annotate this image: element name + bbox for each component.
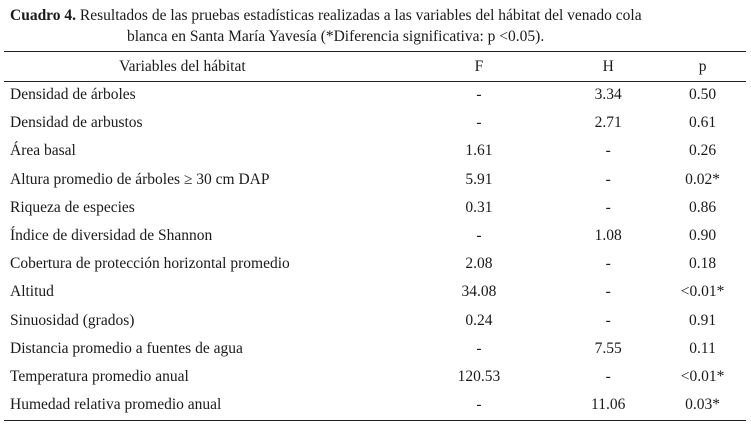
header-variable: Variables del hábitat bbox=[119, 57, 246, 75]
caption-text-1: Resultados de las pruebas estadísticas realizadas a las variables del hábitat del venado cola bbox=[76, 7, 642, 24]
table-row bbox=[4, 81, 746, 109]
cell-h: - bbox=[605, 255, 611, 273]
cell-variable: Distancia promedio a fuentes de agua bbox=[10, 339, 243, 357]
cell-p: 0.18 bbox=[689, 255, 717, 273]
header-f: F bbox=[474, 57, 484, 75]
cell-f: - bbox=[476, 339, 482, 357]
cell-h: 2.71 bbox=[594, 114, 622, 132]
header-h: H bbox=[602, 57, 614, 75]
table-bottom-rule bbox=[4, 420, 746, 421]
cell-p: 0.50 bbox=[689, 86, 717, 104]
caption-label: Cuadro 4. bbox=[10, 7, 77, 24]
table-row bbox=[4, 307, 746, 335]
cell-variable: Sinuosidad (grados) bbox=[10, 311, 135, 329]
cell-variable: Riqueza de especies bbox=[10, 198, 135, 216]
cell-p: 0.61 bbox=[689, 114, 717, 132]
cell-h: 1.08 bbox=[594, 227, 622, 245]
cell-h: - bbox=[605, 142, 611, 160]
table-caption bbox=[10, 5, 740, 47]
table-row bbox=[4, 222, 746, 250]
caption-line-2: blanca en Santa María Yavesía (*Diferencia significativa: p <0.05). bbox=[127, 28, 545, 45]
table-row bbox=[4, 391, 746, 419]
table-row bbox=[4, 194, 746, 222]
cell-p: 0.86 bbox=[689, 198, 717, 216]
cell-p: 0.90 bbox=[689, 227, 717, 245]
cell-f: - bbox=[476, 86, 482, 104]
cell-p: <0.01* bbox=[680, 283, 725, 301]
cell-f: - bbox=[476, 396, 482, 414]
cell-h: - bbox=[605, 367, 611, 385]
cell-f: 1.61 bbox=[465, 142, 493, 160]
cell-f: - bbox=[476, 227, 482, 245]
cell-f: - bbox=[476, 114, 482, 132]
table-row bbox=[4, 335, 746, 363]
table-row bbox=[4, 250, 746, 278]
cell-variable: Área basal bbox=[10, 142, 76, 160]
cell-variable: Altitud bbox=[10, 283, 54, 301]
cell-h: - bbox=[605, 283, 611, 301]
cell-variable: Temperatura promedio anual bbox=[10, 367, 189, 385]
cell-f: 2.08 bbox=[465, 255, 493, 273]
cell-variable: Densidad de árboles bbox=[10, 86, 136, 104]
cell-p: 0.11 bbox=[689, 339, 716, 357]
cell-p: 0.03* bbox=[685, 396, 720, 414]
header-row bbox=[4, 52, 746, 81]
cell-f: 34.08 bbox=[461, 283, 497, 301]
cell-f: 0.24 bbox=[465, 311, 493, 329]
cell-variable: Humedad relativa promedio anual bbox=[10, 396, 222, 414]
cell-f: 5.91 bbox=[465, 170, 493, 188]
cell-p: 0.26 bbox=[689, 142, 717, 160]
table-body bbox=[4, 81, 746, 419]
cell-variable: Índice de diversidad de Shannon bbox=[10, 227, 213, 245]
table-row bbox=[4, 278, 746, 306]
cell-p: 0.02* bbox=[685, 170, 720, 188]
cell-f: 0.31 bbox=[465, 198, 493, 216]
cell-h: 11.06 bbox=[591, 396, 626, 414]
table-row bbox=[4, 109, 746, 137]
caption-line-1 bbox=[10, 5, 740, 26]
cell-h: - bbox=[605, 311, 611, 329]
cell-f: 120.53 bbox=[457, 367, 501, 385]
cell-p: 0.91 bbox=[689, 311, 717, 329]
cell-h: 7.55 bbox=[594, 339, 622, 357]
table-header bbox=[4, 52, 746, 81]
cell-h: - bbox=[605, 198, 611, 216]
cell-h: - bbox=[605, 170, 611, 188]
header-p: p bbox=[698, 57, 707, 75]
cell-h: 3.34 bbox=[594, 86, 622, 104]
table-row bbox=[4, 166, 746, 194]
cell-p: <0.01* bbox=[680, 367, 725, 385]
cell-variable: Cobertura de protección horizontal promedio bbox=[10, 255, 290, 273]
table-row bbox=[4, 137, 746, 165]
cell-variable: Altura promedio de árboles ≥ 30 cm DAP bbox=[10, 170, 270, 188]
cell-variable: Densidad de arbustos bbox=[10, 114, 143, 132]
results-table bbox=[4, 52, 746, 419]
table-row bbox=[4, 363, 746, 391]
